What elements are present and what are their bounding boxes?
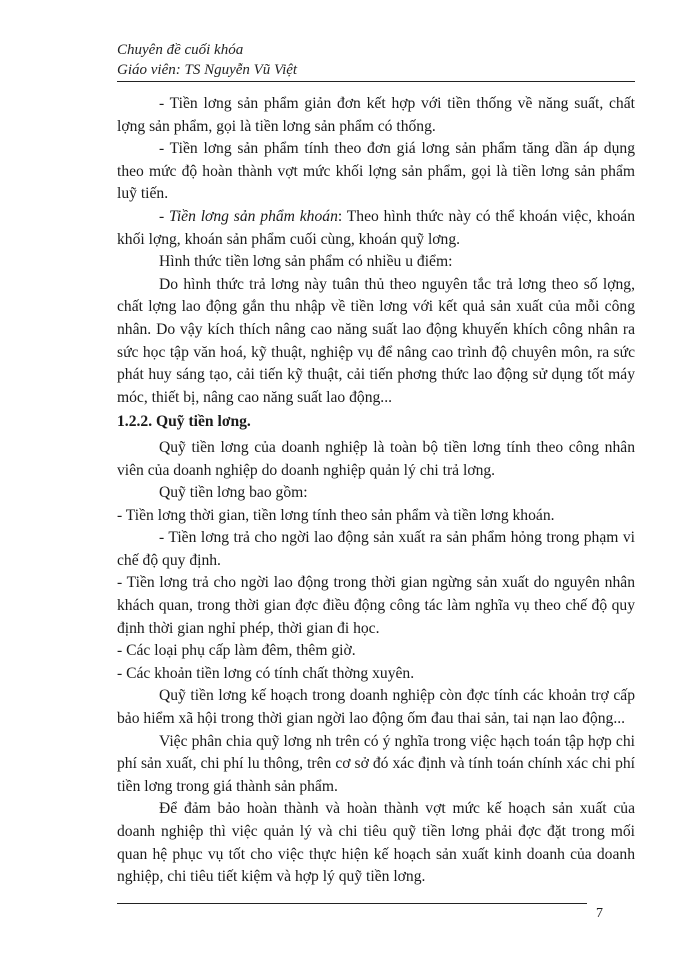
list-item: - Tiền lơng trả cho ngời lao động trong thời gian ngừng sản xuất do nguyên nhân khách quan, trong thời gian đợc điều động công tác làm nghĩa vụ theo chế độ quy định thời gian nghỉ phép, thời gian đi học. [117, 574, 635, 637]
paragraph: Quỹ tiền lơng kế hoạch trong doanh nghiệp còn đợc tính các khoản trợ cấp bảo hiểm xã hội trong thời gian ngời lao động ốm đau thai sản, tai nạn lao động... [117, 687, 635, 728]
paragraph: Do hình thức trả lơng này tuân thủ theo nguyên tắc trả lơng theo số lợng, chất lợng lao động gắn thu nhập về tiền lơng với kết quả sản xuất của mỗi công nhân. Do vậy kích thích nâng cao năng suất lao động khuyến khích công nhân ra sức học tập văn hoá, kỹ thuật, nghiệp vụ để nâng cao trình độ chuyên môn, ra sức phát huy sáng tạo, cải tiến kỹ thuật, cải tiến phơng thức lao động sử dụng tốt máy móc, thiết bị, nâng cao năng suất lao động... [117, 275, 635, 406]
paragraph: Quỹ tiền lơng của doanh nghiệp là toàn bộ tiền lơng tính theo công nhân viên của doanh nghiệp do doanh nghiệp quản lý chi trả lơng. [117, 438, 635, 479]
section-heading: 1.2.2. Quỹ tiền lơng. [117, 413, 251, 431]
document-body [117, 93, 635, 889]
page-header [117, 40, 607, 80]
list-item: - Các khoản tiền lơng có tính chất thờng xuyên. [117, 664, 415, 682]
italic-term: Tiền lơng sản phẩm khoán [169, 207, 338, 225]
list-item: - Tiền lơng thời gian, tiền lơng tính theo sản phẩm và tiền lơng khoán. [117, 506, 555, 524]
header-rule [117, 81, 635, 82]
list-item: - Tiền lơng trả cho ngời lao động sản xuất ra sản phẩm hỏng trong phạm vi chế độ quy định. [117, 529, 635, 569]
paragraph: Để đảm bảo hoàn thành và hoàn thành vợt mức kế hoạch sản xuất của doanh nghiệp thì việc quản lý và chi tiêu quỹ tiền lơng phải đợc đặt trong mối quan hệ phục vụ tốt cho việc thực hiện kế hoạch sản xuất kinh doanh của doanh nghiệp, chi tiêu tiết kiệm và hợp lý quỹ tiền lơng. [117, 800, 635, 886]
paragraph-rest: : Theo hình thức này có thể khoán việc, khoán khối lợng, khoán sản phẩm cuối cùng, khoán quỹ lơng. [117, 207, 635, 248]
paragraph: - Tiền lơng sản phẩm giản đơn kết hợp với tiền thống về năng suất, chất lợng sản phẩm, gọi là tiền lơng sản phẩm có thống. [117, 95, 635, 135]
header-course-title: Chuyên đề cuối khóa [117, 42, 244, 58]
list-item: - Các loại phụ cấp làm đêm, thêm giờ. [117, 642, 356, 660]
paragraph: Hình thức tiền lơng sản phẩm có nhiều u điểm: [159, 253, 453, 271]
header-instructor: Giáo viên: TS Nguyễn Vũ Việt [117, 62, 298, 78]
paragraph: - Tiền lơng sản phẩm tính theo đơn giá lơng sản phẩm tăng dần áp dụng theo mức độ hoàn thành vợt mức khối lợng sản phẩm, gọi là tiền lơng sản phẩm luỹ tiến. [117, 140, 635, 203]
page-number: 7 [596, 906, 603, 921]
paragraph-prefix: - [159, 207, 170, 225]
paragraph: Việc phân chia quỹ lơng nh trên có ý nghĩa trong việc hạch toán tập hợp chi phí sản xuất, chi phí lu thông, trên cơ sở đó xác định và tính toán chính xác chi phí tiền lơng trong giá thành sản phẩm. [117, 732, 635, 795]
footer-rule [117, 903, 587, 904]
paragraph [117, 206, 635, 251]
paragraph: Quỹ tiền lơng bao gồm: [159, 484, 308, 502]
